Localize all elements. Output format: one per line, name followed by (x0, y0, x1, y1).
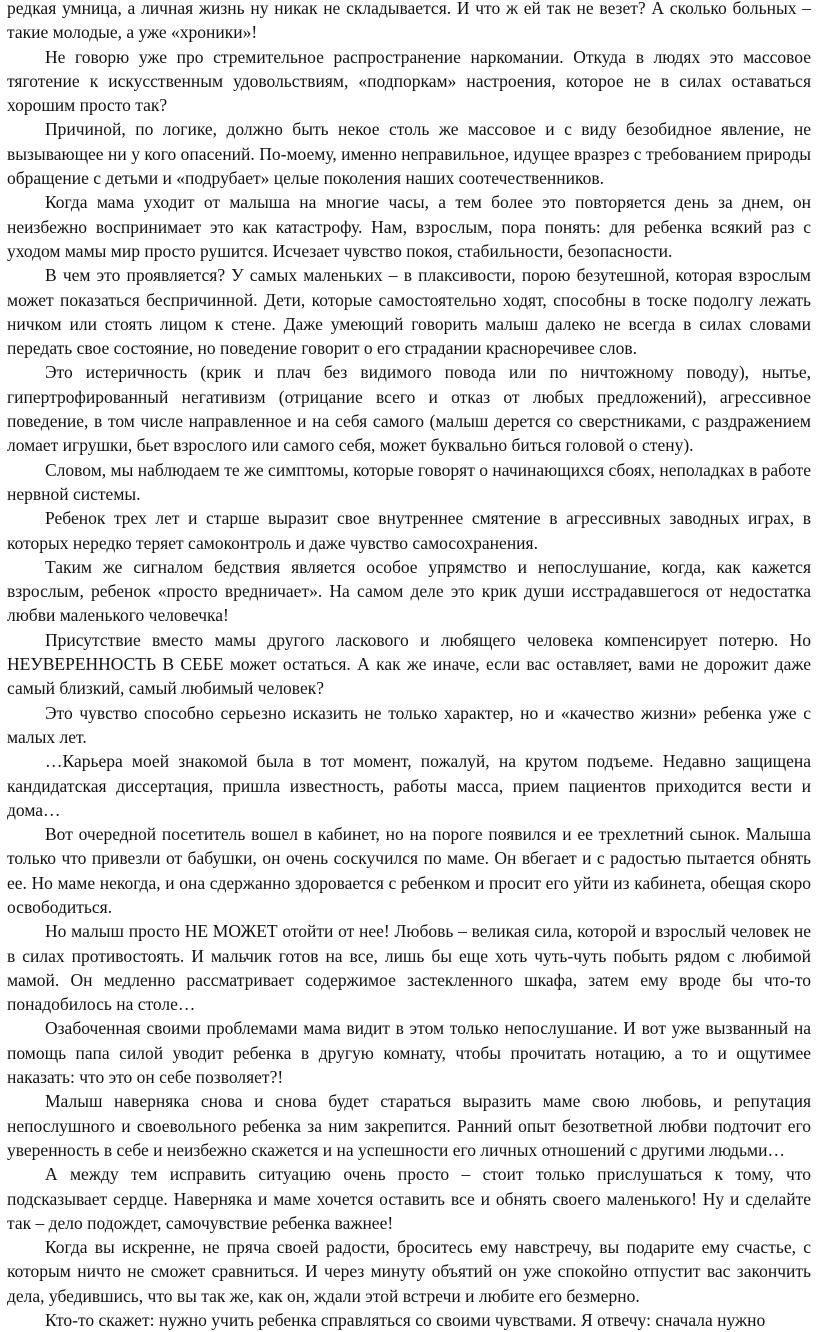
paragraph-12: …Карьера моей знакомой была в тот момент, пожалуй, на крутом подъеме. Недавно защищена кандидатская диссертация, пришла известность, работы масса, прием пациентов приходится вести и дома… (7, 751, 811, 820)
document-page (7, 0, 811, 1332)
paragraph-2: Не говорю уже про стремительное распространение наркомании. Откуда в людях это массовое тяготение к искусственным удовольствиям, «подпоркам» настроения, которое не в силах оставаться хорошим просто так? (7, 46, 811, 116)
paragraph-3: Причиной, по логике, должно быть некое столь же массовое и с виду безобидное явление, не вызывающее ни у кого опасений. По-моему, именно неправильное, идущее вразрез с требованием природы обращение с детьми и «подрубает» целые поколения наших соотечественников. (7, 119, 811, 189)
paragraph-6: Это истеричность (крик и плач без видимого повода или по ничтожному поводу), нытье, гипертрофированный негативизм (отрицание всего и отказ от любых предложений), агрессивное поведение, в том числе направленное и на себя самого (малыш дерется со сверстниками, с раздражением ломает игрушки, бьет взрослого или самого себя, может буквально биться головой о стену). (7, 362, 811, 456)
paragraph-16: Малыш наверняка снова и снова будет стараться выразить маме свою любовь, и репутация непослушного и своевольного ребенка за ним закрепится. Ранний опыт безответной любви подточит его уверенность в себе и неизбежно скажется и на успешности его личных отношений с другими людьми… (7, 1091, 811, 1160)
paragraph-7: Словом, мы наблюдаем те же симптомы, которые говорят о начинающихся сбоях, неполадках в работе нервной системы. (7, 459, 811, 504)
paragraph-19: Кто-то скажет: нужно учить ребенка справляться со своими чувствами. Я отвечу: сначала нужно (45, 1310, 766, 1331)
paragraph-1: редкая умница, а личная жизнь ну никак не складывается. И что ж ей так не везет? А сколько больных – такие молодые, а уже «хроники»! (7, 0, 811, 43)
paragraph-18: Когда вы искренне, не пряча своей радости, броситесь ему навстречу, вы подарите ему счастье, с которым ничто не сможет сравниться. И через минуту объятий он уже спокойно отпустит вас закончить дела, убедившись, что вы так же, как он, ждали этой встречи и любите его безмерно. (7, 1237, 811, 1306)
paragraph-15: Озабоченная своими проблемами мама видит в этом только непослушание. И вот уже вызванный на помощь папа силой уводит ребенка в другую комнату, чтобы прочитать нотацию, а то и ощутимее наказать: что это он себе позволяет?! (7, 1018, 811, 1088)
paragraph-9: Таким же сигналом бедствия является особое упрямство и непослушание, когда, как кажется взрослым, ребенок «просто вредничает». На самом деле это крик души исстрадавшегося от недостатка любви маленького человечка! (7, 556, 811, 626)
paragraph-17: А между тем исправить ситуацию очень просто – стоит только прислушаться к тому, что подсказывает сердце. Наверняка и маме хочется оставить все и обнять своего маленького! Ну и сделайте так – дело подождет, самочувствие ребенка важнее! (7, 1164, 811, 1233)
paragraph-8: Ребенок трех лет и старше выразит свое внутреннее смятение в агрессивных заводных играх, в которых нередко теряет самоконтроль и даже чувство самосохранения. (7, 508, 811, 553)
paragraph-11: Это чувство способно серьезно исказить не только характер, но и «качество жизни» ребенка уже с малых лет. (7, 702, 811, 747)
paragraph-13: Вот очередной посетитель вошел в кабинет, но на пороге появился и ее трехлетний сынок. Малыша только что привезли от бабушки, он очень соскучился по маме. Он вбегает и с радостью пытается обнять ее. Но маме некогда, и она сдержанно здоровается с ребенком и просит его уйти из кабинета, обещая скоро освободиться. (7, 824, 811, 917)
paragraph-14: Но малыш просто НЕ МОЖЕТ отойти от нее! Любовь – великая сила, которой и взрослый человек не в силах противостоять. И мальчик готов на все, лишь бы еще хоть чуть-чуть побыть рядом с любимой мамой. Он медленно рассматривает содержимое застекленного шкафа, затем ему вроде бы что-то понадобилось на столе… (7, 921, 811, 1015)
paragraph-4: Когда мама уходит от малыша на многие часы, а тем более это повторяется день за днем, он неизбежно воспринимает это как катастрофу. Нам, взрослым, пора понять: для ребенка всякий раз с уходом мамы мир просто рушится. Исчезает чувство покоя, стабильности, безопасности. (7, 192, 811, 261)
paragraph-5: В чем это проявляется? У самых маленьких – в плаксивости, порою безутешной, которая взрослым может показаться беспричинной. Дети, которые самостоятельно ходят, способны в тоске подолгу лежать ничком или стоять лицом к стене. Даже умеющий говорить малыш далеко не всегда в силах словами передать свое состояние, но поведение говорит о его страдании красноречивее слов. (7, 265, 811, 359)
paragraph-10: Присутствие вместо мамы другого ласкового и любящего человека компенсирует потерю. Но НЕУВЕРЕННОСТЬ В СЕБЕ может остаться. А как же иначе, если вас оставляет, вами не дорожит даже самый близкий, самый любимый человек? (7, 629, 811, 699)
